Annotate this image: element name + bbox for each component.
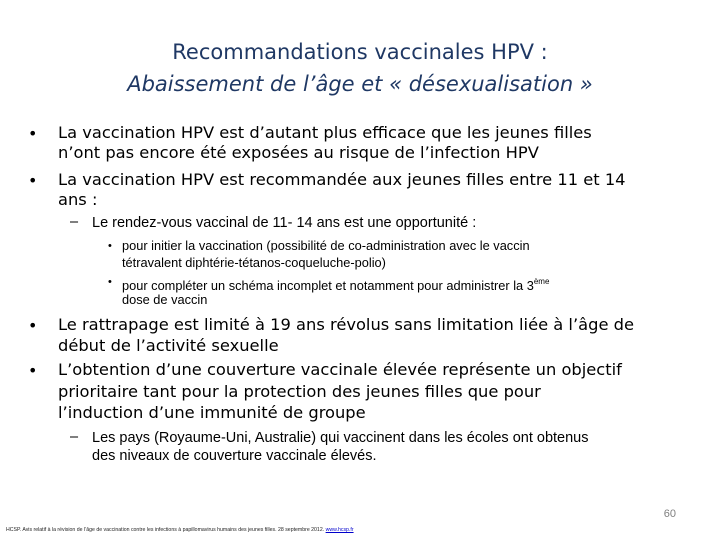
- sub-sub-item-1-line-2: tétravalent diphtérie-tétanos-coqueluche-polio): [122, 255, 386, 270]
- bullet-1-line-2: n’ont pas encore été exposées au risque de l’infection HPV: [58, 143, 539, 162]
- bullet-4-line-2: prioritaire tant pour la protection des jeunes filles que pour: [58, 382, 541, 401]
- bullet-dot: •: [28, 361, 38, 380]
- footer-citation: [6, 527, 716, 533]
- page-number: 60: [663, 508, 676, 520]
- sub-dash: –: [70, 429, 79, 445]
- sub-sub-bullet: •: [108, 276, 112, 288]
- bullet-dot: •: [28, 171, 38, 190]
- sub-sub-item-2-line-1: pour compléter un schéma incomplet et notamment pour administrer la 3ème: [122, 277, 550, 293]
- sub-dash: –: [70, 214, 79, 230]
- sub-sub-item-1-line-1: pour initier la vaccination (possibilité de co-administration avec le vaccin: [122, 238, 530, 253]
- sub-item-rendez-vous: Le rendez-vous vaccinal de 11- 14 ans est une opportunité :: [92, 215, 477, 231]
- sub-sub-item-2-line-2: dose de vaccin: [122, 292, 208, 307]
- bullet-1-line-1: La vaccination HPV est d’autant plus efficace que les jeunes filles: [58, 123, 592, 142]
- bullet-4-line-1: L’obtention d’une couverture vaccinale élevée représente un objectif: [58, 360, 622, 379]
- bullet-2-line-1: La vaccination HPV est recommandée aux jeunes filles entre 11 et 14: [58, 170, 626, 189]
- superscript-eme: ème: [533, 277, 550, 286]
- sub-sub-bullet: •: [108, 240, 112, 252]
- sub-item-pays-line-2: des niveaux de couverture vaccinale élevés.: [92, 448, 377, 464]
- bullet-dot: •: [28, 316, 38, 335]
- footer-text: HCSP. Avis relatif à la révision de l’âge de vaccination contre les infections à papillomavirus humains des jeunes filles. 28 septembre 2012.: [6, 527, 326, 533]
- footer-link[interactable]: www.hcsp.fr: [325, 527, 354, 533]
- bullet-2-line-2: ans :: [58, 190, 98, 209]
- title-line-2: Abaissement de l’âge et « désexualisation »: [127, 72, 593, 96]
- bullet-dot: •: [28, 124, 38, 143]
- bullet-4-line-3: l’induction d’une immunité de groupe: [58, 403, 366, 422]
- bullet-3-line-1: Le rattrapage est limité à 19 ans révolus sans limitation liée à l’âge de: [58, 315, 634, 334]
- bullet-3-line-2: début de l’activité sexuelle: [58, 336, 279, 355]
- slide-title: [0, 36, 720, 100]
- sub-item-pays-line-1: Les pays (Royaume-Uni, Australie) qui vaccinent dans les écoles ont obtenus: [92, 430, 589, 446]
- title-line-1: Recommandations vaccinales HPV :: [172, 40, 548, 64]
